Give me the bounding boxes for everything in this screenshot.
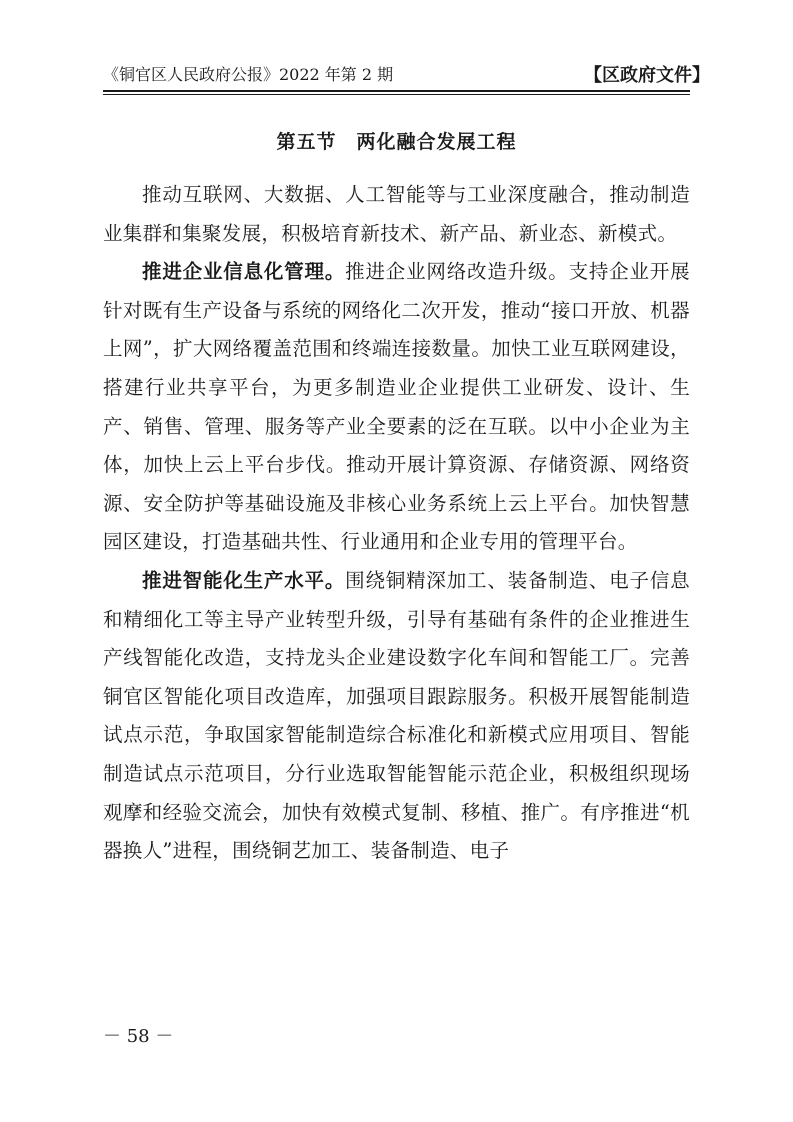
paragraph-informatization — [103, 253, 690, 562]
publication-header: 《铜官区人民政府公报》2022 年第 2 期 — [103, 65, 394, 84]
paragraph-intelligent-production — [103, 562, 690, 871]
section-title: 第五节 两化融合发展工程 — [276, 131, 517, 153]
paragraph-body: 围绕铜精深加工、装备制造、电子信息和精细化工等主导产业转型升级，引导有基础有条件的企业推进生产线智能化改造，支持龙头企业建设数字化车间和智能工厂。完善铜官区智能化项目改造库，加强项目跟踪服务。积极开展智能制造试点示范，争取国家智能制造综合标准化和新模式应用项目、智能制造试点示范项目，分行业选取智能智能示范企业，积极组织现场观摩和经验交流会，加快有效模式复制、移植、推广。有序推进“机器换人”进程，围绕铜艺加工、装备制造、电子 — [103, 568, 690, 863]
paragraph-body: 推进企业网络改造升级。支持企业开展针对既有生产设备与系统的网络化二次开发，推动“接口开放、机器上网”，扩大网络覆盖范围和终端连接数量。加快工业互联网建设，搭建行业共享平台，为更多制造业企业提供工业研发、设计、生产、销售、管理、服务等产业全要素的泛在互联。以中小企业为主体，加快上云上平台步伐。推动开展计算资源、存储资源、网络资源、安全防护等基础设施及非核心业务系统上云上平台。加快智慧园区建设，打造基础共性、行业通用和企业专用的管理平台。 — [103, 260, 690, 554]
header-divider-thick — [103, 90, 690, 92]
paragraph-intro-text: 推动互联网、大数据、人工智能等与工业深度融合，推动制造业集群和集聚发展，积极培育新技术、新产品、新业态、新模式。 — [103, 183, 690, 245]
body-text — [103, 176, 690, 871]
paragraph-intro — [103, 176, 690, 253]
paragraph-lead: 推进智能化生产水平。 — [142, 568, 346, 592]
document-category: 【区政府文件】 — [584, 65, 710, 86]
paragraph-lead: 推进企业信息化管理。 — [142, 260, 346, 284]
header-divider-thin — [103, 94, 690, 95]
page-number: － 58 － — [103, 1026, 174, 1047]
